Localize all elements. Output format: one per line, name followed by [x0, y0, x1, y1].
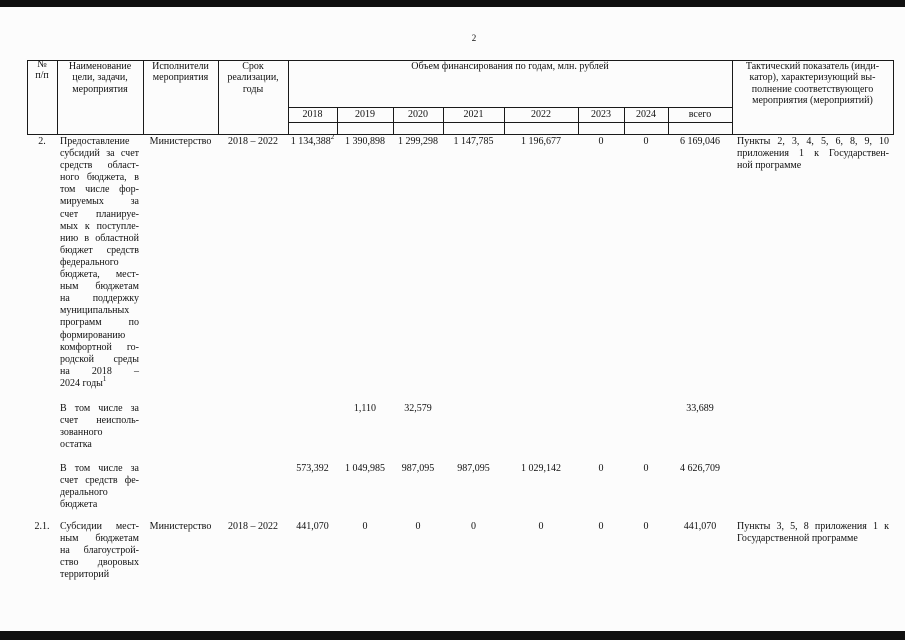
name-line: средств област-: [60, 160, 139, 172]
value-2020: 0: [415, 521, 421, 532]
name-line: остатка: [60, 439, 92, 451]
value-2020: 32,579: [404, 403, 432, 414]
value-2024: 0: [643, 136, 649, 147]
name-line: нию в областной: [60, 232, 139, 244]
name-line: счет средств фе-: [60, 475, 139, 487]
footnote-mark: 2: [330, 133, 335, 141]
header-year-2020: 2020: [408, 109, 428, 120]
header-year-2018: 2018: [302, 109, 323, 120]
value-total: 441,070: [683, 521, 717, 532]
indicator-line: приложения 1 к Государствен-: [737, 148, 889, 160]
table-rule: [288, 107, 733, 108]
name-line: родской среды: [60, 353, 139, 365]
value-2020: 987,095: [401, 463, 435, 474]
header-line: катор), характеризующий вы-: [749, 72, 876, 84]
indicator-line: Государственной программе: [737, 533, 858, 545]
name-line: том числе фор-: [60, 184, 139, 196]
name-line: Предоставление: [60, 136, 130, 147]
value-2024: 0: [643, 521, 649, 532]
name-line: формированию: [60, 329, 126, 341]
header-total: всего: [688, 109, 712, 120]
value-2022: 1 029,142: [521, 463, 561, 474]
header-line: Тактический показатель (инди-: [745, 61, 880, 72]
value-2021: 1 147,785: [453, 136, 494, 147]
name-line: мируемых за: [60, 196, 139, 208]
name-line: на поддержку: [60, 293, 139, 305]
name-line: муниципальных: [60, 305, 130, 317]
header-executors: [143, 61, 218, 84]
name-line: субсидий за счет: [60, 148, 139, 160]
row-name: [60, 521, 139, 581]
value-2021: 987,095: [457, 463, 490, 474]
name-line: ным бюджетам: [60, 533, 139, 545]
row-indicator: [737, 521, 889, 545]
value-2024: 0: [643, 463, 649, 474]
header-year-2024: 2024: [636, 109, 656, 120]
header-year-2019: 2019: [355, 109, 375, 120]
header-funding-title: Объем финансирования по годам, млн. рублей: [411, 61, 609, 72]
name-line: Субсидии мест-: [60, 521, 139, 532]
header-num: [27, 59, 57, 82]
name-line: на благоустрой-: [60, 545, 139, 557]
indicator-line: Пункты 2, 3, 4, 5, 6, 8, 9, 10: [737, 136, 889, 147]
header-line: №: [37, 59, 47, 70]
indicator-line: Пункты 3, 5, 8 приложения 1 к: [737, 521, 889, 532]
value-2018: [288, 133, 337, 148]
name-line: бюджета: [60, 499, 98, 511]
name-line: мых к поступле-: [60, 220, 139, 232]
table-rule: [893, 60, 894, 135]
name-line: федерального: [60, 256, 119, 268]
value-2019: 1 049,985: [345, 463, 385, 474]
value-2023: 0: [598, 521, 604, 532]
value-2022: 1 196,677: [521, 136, 561, 147]
value-2019: 1 390,898: [345, 136, 385, 147]
value-2019: 1,110: [353, 403, 377, 414]
header-line: мероприятия: [152, 72, 209, 84]
header-year-2022: 2022: [531, 109, 551, 120]
name-line: ным бюджетам: [60, 281, 139, 293]
row-name: [60, 403, 139, 451]
name-line: на 2018 –: [60, 365, 139, 377]
value-2023: 0: [598, 463, 604, 474]
value-total: 33,689: [686, 403, 714, 414]
scan-edge-top: [0, 0, 905, 7]
header-line: Срок: [242, 61, 264, 72]
header-line: цели, задачи,: [72, 72, 128, 84]
row-name: [60, 463, 139, 511]
name-line: дерального: [60, 487, 108, 499]
row-name: [60, 136, 139, 390]
header-line: полнение соответствующего: [751, 83, 874, 95]
header-line: Исполнители: [152, 61, 209, 72]
name-line: В том числе за: [60, 463, 139, 474]
name-line: бюджета, мест-: [60, 269, 139, 281]
value-total: 4 626,709: [680, 463, 720, 474]
value-2018: 441,070: [296, 521, 329, 532]
row-number: 2.1.: [34, 521, 50, 532]
row-number: 2.: [38, 136, 46, 147]
header-indicator: [732, 61, 893, 107]
row-term: 2018 – 2022: [228, 136, 278, 147]
name-line: счет планируе-: [60, 208, 139, 220]
header-line: Наименование: [68, 61, 132, 72]
header-year-2023: 2023: [591, 109, 611, 120]
value-2018: 573,392: [296, 463, 329, 474]
name-line: территорий: [60, 569, 110, 581]
name-line: В том числе за: [60, 403, 139, 414]
row-executor: Министерство: [149, 136, 212, 147]
value-text: 1 134,388: [290, 136, 331, 147]
name-line-text: 2024 годы: [60, 377, 103, 389]
header-line: мероприятия: [72, 83, 128, 95]
name-line: комфортной го-: [60, 341, 139, 353]
table-rule: [288, 122, 733, 123]
footnote-mark: 1: [102, 374, 107, 383]
value-2020: 1 299,298: [398, 136, 438, 147]
indicator-line: ной программе: [737, 160, 802, 172]
row-indicator: [737, 136, 889, 172]
name-line: ство дворовых: [60, 557, 139, 569]
name-line: бюджет средств: [60, 244, 139, 256]
header-line: годы: [242, 83, 264, 95]
row-term: 2018 – 2022: [228, 521, 278, 532]
name-line: [60, 374, 139, 390]
header-line: мероприятия (мероприятий): [752, 95, 873, 107]
value-2019: 0: [362, 521, 368, 532]
page-number: 2: [471, 33, 477, 43]
value-2023: 0: [598, 136, 604, 147]
header-line: п/п: [35, 70, 49, 82]
name-line: зованного: [60, 427, 103, 439]
scan-edge-bottom: [0, 631, 905, 640]
table-rule: [27, 134, 894, 135]
value-2021: 0: [471, 521, 476, 532]
name-line: программ по: [60, 317, 139, 329]
row-executor: Министерство: [149, 521, 212, 532]
name-line: счет неисполь-: [60, 415, 139, 427]
value-total: 6 169,046: [680, 136, 720, 147]
header-name: [57, 61, 143, 95]
header-term: [218, 61, 288, 95]
name-line: ного бюджета, в: [60, 172, 139, 184]
value-2022: 0: [538, 521, 544, 532]
header-year-2021: 2021: [463, 109, 484, 120]
header-line: реализации,: [227, 72, 279, 84]
